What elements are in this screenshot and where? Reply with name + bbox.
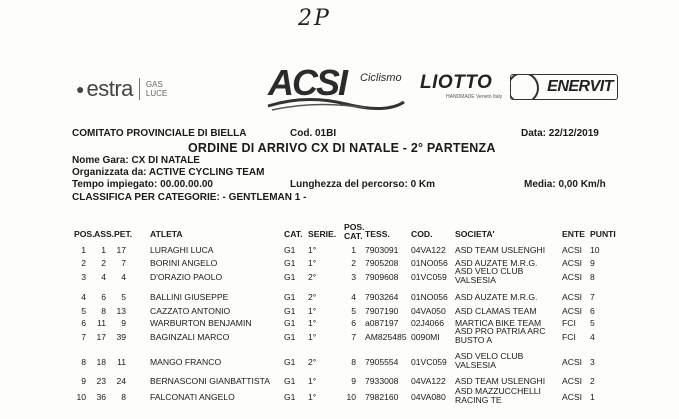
estra-flame-icon: ● [76, 81, 85, 97]
table-cell-cod: 01NO056 [411, 258, 448, 268]
table-header-cat: CAT. [284, 229, 303, 239]
table-cell-atleta: BERNASCONI GIANBATTISTA [150, 376, 271, 386]
table-cell-pos-cat: 5 [351, 306, 356, 316]
table-cell-pet: 4 [121, 272, 126, 282]
table-cell-ass: 1 [101, 245, 106, 255]
table-cell-societa: ASD VELO CLUB VALSESIA [455, 351, 524, 370]
table-cell-pos: 5 [81, 306, 86, 316]
table-cell-tess: 7933008 [365, 376, 399, 386]
course-length: Lunghezza del percorso: 0 Km [290, 179, 436, 190]
table-cell-ass: 23 [96, 376, 106, 386]
table-cell-pet: 11 [117, 357, 126, 367]
table-cell-atleta: BALLINI GIUSEPPE [150, 292, 229, 302]
table-cell-tess: 7905554 [365, 357, 399, 367]
table-cell-ass: 4 [101, 272, 106, 282]
table-cell-serie: 1° [308, 306, 317, 316]
table-cell-pet: 5 [121, 292, 126, 302]
table-cell-tess: AM825485 [365, 332, 407, 342]
table-cell-cod: 01NO056 [411, 292, 448, 302]
liotto-logo-text: LIOTTO [420, 72, 493, 93]
classification: CLASSIFICA PER CATEGORIE: - GENTLEMAN 1 - [72, 192, 307, 203]
table-cell-cat: G1 [284, 258, 296, 268]
table-cell-atleta: D'ORAZIO PAOLO [150, 272, 223, 282]
estra-separator [139, 78, 140, 100]
table-cell-serie: 1° [308, 245, 317, 255]
table-cell-cat: G1 [284, 292, 296, 302]
table-cell-atleta: CAZZATO ANTONIO [150, 306, 231, 316]
table-cell-ass: 2 [101, 258, 106, 268]
table-cell-serie: 2° [308, 357, 317, 367]
table-cell-serie: 1° [308, 318, 317, 328]
table-cell-cod: 01VC059 [411, 272, 447, 282]
table-cell-pos: 1 [81, 245, 86, 255]
table-cell-ass: 36 [96, 392, 106, 402]
table-cell-societa: ASD TEAM USLENGHI [455, 376, 546, 386]
table-cell-ente: ACSI [562, 245, 583, 255]
table-cell-pet: 17 [116, 245, 126, 255]
table-cell-ente: ACSI [562, 306, 583, 316]
enervit-logo [510, 74, 618, 100]
table-cell-ass: 6 [101, 292, 106, 302]
table-cell-societa: ASD PRO PATRIA ARC BUSTO A [455, 326, 546, 345]
table-cell-cat: G1 [284, 376, 296, 386]
page-title: ORDINE DI ARRIVO CX DI NATALE - 2° PARTENZA [188, 141, 496, 155]
table-cell-tess: 7903264 [365, 292, 399, 302]
table-cell-pos: 8 [81, 357, 86, 367]
estra-sub-luce: LUCE [145, 89, 168, 98]
table-cell-atleta: BAGINZALI MARCO [150, 332, 230, 342]
table-cell-cod: 04VA080 [411, 392, 446, 402]
table-cell-societa: ASD CLAMAS TEAM [455, 306, 537, 316]
table-cell-pos: 6 [81, 318, 86, 328]
table-cell-ass: 17 [96, 332, 106, 342]
table-cell-cat: G1 [284, 245, 296, 255]
table-header-tess: TESS. [365, 229, 390, 239]
table-cell-societa: ASD TEAM USLENGHI [455, 245, 546, 255]
table-header-ente: ENTE [562, 229, 585, 239]
table-cell-pos: 3 [81, 272, 86, 282]
table-cell-cod: 0090MI [411, 332, 440, 342]
table-cell-pos: 2 [81, 258, 86, 268]
table-cell-ente: ACSI [562, 272, 583, 282]
table-cell-cat: G1 [284, 392, 296, 402]
table-cell-tess: 7903091 [365, 245, 399, 255]
table-cell-pos-cat: 10 [346, 392, 356, 402]
table-cell-serie: 1° [308, 332, 317, 342]
table-cell-punti: 7 [590, 292, 595, 302]
table-cell-serie: 2° [308, 292, 317, 302]
table-cell-punti: 1 [590, 392, 595, 402]
liotto-logo [420, 72, 506, 102]
committee-name: COMITATO PROVINCIALE DI BIELLA [72, 128, 247, 139]
table-cell-punti: 10 [590, 245, 600, 255]
table-cell-cod: 02J4066 [411, 318, 444, 328]
handwritten-note: 2P [298, 6, 331, 31]
table-cell-pos-cat: 4 [351, 292, 356, 302]
table-cell-pos: 7 [81, 332, 86, 342]
estra-logo-sub [146, 80, 167, 98]
table-cell-punti: 9 [590, 258, 595, 268]
table-cell-punti: 8 [590, 272, 595, 282]
table-header-atleta: ATLETA [150, 229, 183, 239]
table-cell-serie: 1° [308, 376, 317, 386]
time-taken: Tempo impiegato: 00.00.00.00 [72, 179, 213, 190]
table-header-pos: POS. [74, 229, 95, 239]
table-cell-punti: 4 [590, 332, 595, 342]
table-cell-pos-cat: 9 [351, 376, 356, 386]
table-cell-pos: 4 [81, 292, 86, 302]
table-cell-pet: 13 [116, 306, 126, 316]
table-cell-tess: 7907190 [365, 306, 399, 316]
table-cell-tess: a087197 [365, 318, 399, 328]
liotto-logo-sub: HANDMADE Veneto Italy [446, 94, 503, 100]
table-cell-ente: ACSI [562, 376, 583, 386]
table-header-pet: PET. [114, 229, 133, 239]
table-header-ass: ASS. [94, 229, 115, 239]
table-cell-tess: 7909608 [365, 272, 399, 282]
table-cell-pos-cat: 8 [351, 357, 356, 367]
table-cell-pos: 9 [81, 376, 86, 386]
table-cell-atleta: LURAGHI LUCA [150, 245, 214, 255]
table-cell-pos-cat: 6 [351, 318, 356, 328]
average-speed: Media: 0,00 Km/h [524, 179, 606, 190]
race-name: Nome Gara: CX DI NATALE [72, 155, 200, 166]
table-cell-tess: 7982160 [365, 392, 399, 402]
table-header-societa: SOCIETA' [455, 229, 495, 239]
table-cell-ente: ACSI [562, 357, 583, 367]
table-cell-pos-cat: 2 [351, 258, 356, 268]
table-cell-atleta: FALCONATI ANGELO [150, 392, 235, 402]
table-cell-pos-cat: 7 [351, 332, 356, 342]
table-cell-atleta: MANGO FRANCO [150, 357, 222, 367]
table-cell-societa: MARTICA BIKE TEAM [455, 318, 542, 328]
table-cell-societa: ASD VELO CLUB VALSESIA [455, 266, 524, 285]
table-cell-ente: ACSI [562, 392, 583, 402]
table-cell-serie: 1° [308, 258, 317, 268]
table-cell-pet: 8 [121, 392, 126, 402]
table-cell-ass: 18 [96, 357, 106, 367]
table-cell-ass: 8 [101, 306, 106, 316]
estra-logo [76, 76, 167, 102]
table-cell-pos-cat: 3 [351, 272, 356, 282]
committee-code: Cod. 01BI [290, 128, 337, 139]
table-cell-cat: G1 [284, 318, 296, 328]
enervit-circle-icon [510, 74, 539, 100]
organizer: Organizzata da: ACTIVE CYCLING TEAM [72, 167, 265, 178]
document-date: Data: 22/12/2019 [521, 128, 599, 139]
table-cell-cod: 04VA122 [411, 245, 446, 255]
table-cell-ente: ACSI [562, 258, 583, 268]
table-cell-pet: 9 [121, 318, 126, 328]
table-cell-cat: G1 [284, 357, 296, 367]
acsi-swoosh-icon [266, 96, 406, 112]
table-header-punti: PUNTI [590, 229, 616, 239]
table-cell-pos: 10 [76, 392, 86, 402]
table-cell-punti: 2 [590, 376, 595, 386]
acsi-logo-text: ACSI [268, 62, 347, 103]
table-cell-punti: 3 [590, 357, 595, 367]
table-cell-pos-cat: 1 [351, 245, 356, 255]
table-cell-atleta: BORINI ANGELO [150, 258, 218, 268]
table-cell-ass: 11 [97, 318, 106, 328]
table-cell-serie: 2° [308, 272, 317, 282]
table-cell-ente: FCI [562, 318, 576, 328]
table-cell-atleta: WARBURTON BENJAMIN [150, 318, 252, 328]
estra-logo-text: estra [86, 76, 133, 101]
table-cell-ente: FCI [562, 332, 576, 342]
table-cell-societa: ASD AUZATE M.R.G. [455, 258, 538, 268]
table-cell-societa: ASD AUZATE M.R.G. [455, 292, 538, 302]
enervit-logo-text: ENERVIT [547, 78, 613, 95]
table-cell-ente: ACSI [562, 292, 583, 302]
table-cell-punti: 5 [590, 318, 595, 328]
table-cell-cod: 04VA050 [411, 306, 446, 316]
table-cell-societa: ASD MAZZUCCHELLI RACING TE [455, 386, 541, 405]
table-header-pos-cat: POS. CAT. [344, 222, 365, 241]
table-cell-cod: 04VA122 [411, 376, 446, 386]
table-header-serie: SERIE. [308, 229, 337, 239]
table-cell-cat: G1 [284, 272, 296, 282]
table-cell-pet: 39 [116, 332, 126, 342]
table-cell-pet: 7 [121, 258, 126, 268]
table-cell-pet: 24 [116, 376, 126, 386]
table-cell-cat: G1 [284, 332, 296, 342]
table-cell-tess: 7905208 [365, 258, 399, 268]
acsi-logo-sub: Ciclismo [360, 72, 402, 84]
estra-sub-gas: GAS [145, 80, 163, 89]
acsi-logo [266, 60, 406, 112]
table-cell-cat: G1 [284, 306, 296, 316]
table-cell-cod: 01VC059 [411, 357, 447, 367]
table-cell-punti: 6 [590, 306, 595, 316]
table-cell-serie: 1° [308, 392, 317, 402]
table-header-cod: COD. [411, 229, 433, 239]
